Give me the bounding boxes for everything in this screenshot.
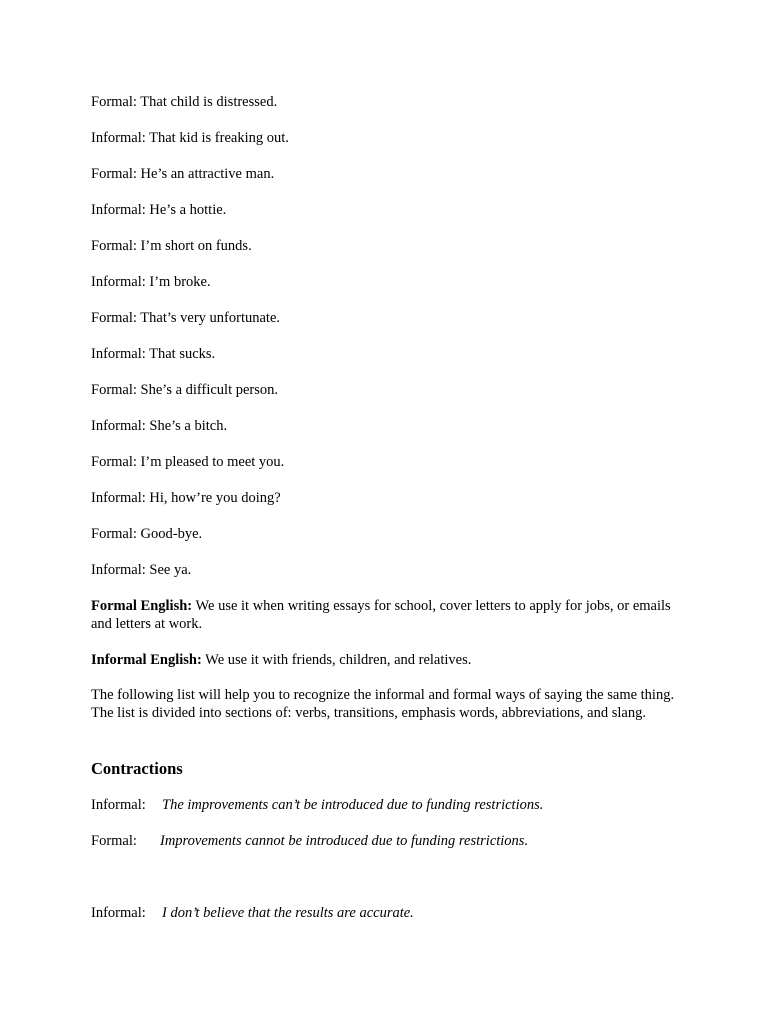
example-label: Formal: — [91, 454, 137, 470]
example-label: Formal: — [91, 94, 137, 110]
example-text: That child is distressed. — [140, 94, 278, 110]
example-label: Informal: — [91, 490, 146, 506]
contraction-example — [91, 832, 528, 850]
example-line — [91, 93, 277, 111]
example-text: That’s very unfortunate. — [140, 310, 281, 326]
example-text: That kid is freaking out. — [149, 130, 289, 146]
example-label: Formal: — [91, 526, 137, 542]
example-text: He’s an attractive man. — [140, 166, 275, 182]
example-label: Informal: — [91, 797, 146, 813]
example-line — [91, 201, 226, 219]
intro-paragraph: The following list will help you to recognize the informal and formal ways of saying the same thing. The list is divided into sections of: verbs, transitions, emphasis words, abbreviations, and slang. — [91, 687, 675, 721]
example-label: Informal: — [91, 905, 146, 921]
formal-english-definition — [91, 597, 691, 633]
example-label: Informal: — [91, 346, 146, 362]
example-line — [91, 129, 289, 147]
example-text: Improvements cannot be introduced due to funding restrictions. — [160, 833, 529, 849]
definition-term: Informal English: — [91, 652, 202, 668]
example-text: Hi, how’re you doing? — [149, 490, 281, 506]
example-label: Informal: — [91, 130, 146, 146]
example-line — [91, 381, 278, 399]
example-line — [91, 417, 227, 435]
example-line — [91, 165, 274, 183]
example-text: I’m broke. — [149, 274, 211, 290]
example-label: Formal: — [91, 238, 137, 254]
example-text: She’s a bitch. — [149, 418, 228, 434]
example-label: Formal: — [91, 310, 137, 326]
section-heading: Contractions — [91, 759, 183, 778]
example-text: I don’t believe that the results are accurate. — [162, 905, 414, 921]
example-text: See ya. — [149, 562, 192, 578]
example-label: Informal: — [91, 274, 146, 290]
example-text: Good-bye. — [140, 526, 203, 542]
example-label: Formal: — [91, 833, 137, 849]
definition-text: We use it when writing essays for school, cover letters to apply for jobs, or emails and letters at work. — [91, 598, 671, 632]
example-label: Informal: — [91, 418, 146, 434]
example-line — [91, 237, 252, 255]
example-text: He’s a hottie. — [149, 202, 227, 218]
example-line — [91, 525, 202, 543]
example-text: I’m short on funds. — [140, 238, 252, 254]
example-label: Formal: — [91, 166, 137, 182]
informal-english-definition — [91, 651, 691, 669]
contraction-example — [91, 904, 414, 922]
example-line — [91, 345, 215, 363]
contraction-example — [91, 796, 543, 814]
definition-term: Formal English: — [91, 598, 193, 614]
example-label: Formal: — [91, 382, 137, 398]
definition-text: We use it with friends, children, and relatives. — [205, 652, 472, 668]
example-label: Informal: — [91, 202, 146, 218]
example-line — [91, 273, 211, 291]
example-line — [91, 561, 191, 579]
example-text: That sucks. — [149, 346, 216, 362]
example-line — [91, 309, 280, 327]
example-line — [91, 489, 281, 507]
example-text: I’m pleased to meet you. — [140, 454, 285, 470]
example-text: She’s a difficult person. — [140, 382, 279, 398]
example-text: The improvements can’t be introduced due to funding restrictions. — [162, 797, 544, 813]
example-label: Informal: — [91, 562, 146, 578]
example-line — [91, 453, 284, 471]
